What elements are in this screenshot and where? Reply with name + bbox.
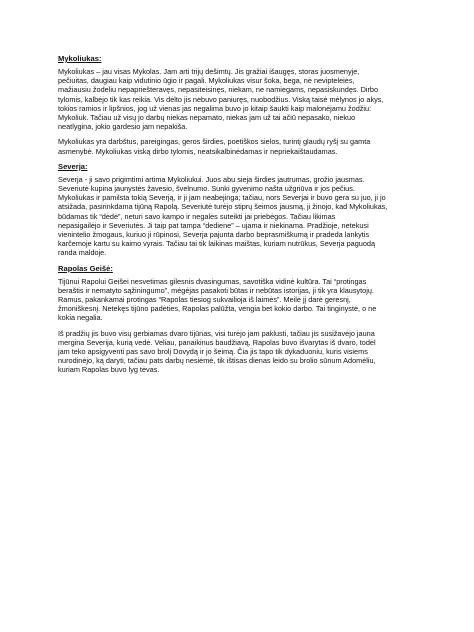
paragraph: Iš pradžių jis buvo visų gerbiamas dvaro tijūnas, visi turėjo jam paklusti, tačiau jis susižavėjo jauna mergina Severija, kurią vedė. Veliau, panaikinus baudžiavą, Rapolas buvo išvarytas iš dvaro, todėl jam teko apsigyventi pas savo brolį Dovydą ir jo šeimą. Čia jis tapo tik dykaduoniu, kuris visiems nurodinėjo, ką daryti, tačiau pats darbų nesiėmė, tik ištisas dienas leido su brolio sūnum Adomėliu, kuriam Rapolas buvo lyg tėvas. — [58, 328, 376, 375]
paragraph: Tijūnui Rapolui Geišei nesvetimas gilesnis dvasingumas, savotiška vidinė kultūra. Tai “protingas beraštis ir nematyto sąžiningumo”, mėgėjas pasakoti būtas ir nebūtas istorijas, ji tik yra klausytojų. Ramus, pakankamai protingas “Rapolas tiesiog sukvailioja iš laimės”. Meilė jį darė geresnį, žmoniškesnį. Netekęs tijūno padėties, Rapolas palūžta, vengia bet kokio darbo. Tai tinginystė, o ne kokia negalia. — [58, 276, 377, 323]
paragraph: Mykoliukas – jau visas Mykolas. Jam arti trijų dešimtų. Jis gražiai išaugęs, storas juosmenyje, pečiuitas, daugiau kaip vidutinio ūgio ir pagali. Mykoliukas visur šoka, bega, nė nevipteleiės, mažiausiu žodeliu nepapriešteravęs, nepasiteisinęs, niekam, ne namiegams, nepasiskundęs. Dirbo tylomis, kalbėjo tik kas reikia. Vis dėlto jis nebuvo paniuręs, nuobodžius. Viską taisė mėlynos jo akys, tokios ramios ir lipšnios, jog už vienas jas negalima buvo jo kitaip šaukti kaip malonėjamu žodžiu: Mykoliuk. Tačiau už visų jo darbų niekas nepamato, niekas jam už tai ačiū nepasako, niekuo neatlygina, jokio gardesio jam nepakiša. — [58, 67, 384, 132]
document-page — [58, 54, 420, 381]
paragraph: Severja - ji savo prigimtimi artima Mykoliukui. Juos abu sieja širdies jautrumas, grožio jausmas. Severiutė kupina jaunystės žavesio, švelnumo. Sunki gyvenimo našta užgriūva ir jos pečius. Mykoliukas ir pamilsta tokią Severją, ir ji jam neabejinga; tačiau, nors Severjai ir buvo gera su juo, ji jo atsižada, pasirinkdama tijūną Rapolą. Severiutė turėjo stiprų šeimos jausmą, ji žinojo, kad Mykoliukas, būdamas tik “dėdė”, neturi savo kampo ir negalės suteikti jai priebėgos. Tačiau likimas nepasigailėjo ir Severiutės. Ji taip pat tampa “dediene” – ujama ir niekinama. Pradžioje, netekusi vienintelio žmogaus, kuriuo ji rūpinosi, Severja pajunta darbo beprasmiškumą ir pradeda lankytis karčemoje kartu su kaimo vyrais. Tačiau tai tik laikinas maištas, kuriam nutrūkus, Severja paguodą randa maldoje. — [58, 174, 388, 258]
section-heading: Rapolas Geišė: — [58, 263, 113, 273]
section-rapolas-geise — [58, 264, 420, 375]
section-heading: Severja: — [58, 161, 88, 171]
section-severja — [58, 162, 420, 258]
paragraph: Mykoliukas yra darbštus, pareigingas, geros širdies, poetiškos sielos, turintį glaudų ryšį su gamta asmenybė. Mykoliukas viską dirbo tylomis, neatsikalbinėdamas ir nepriekaištaudamas. — [58, 137, 371, 156]
section-mykoliukas — [58, 54, 420, 156]
section-heading: Mykoliukas: — [58, 54, 102, 63]
